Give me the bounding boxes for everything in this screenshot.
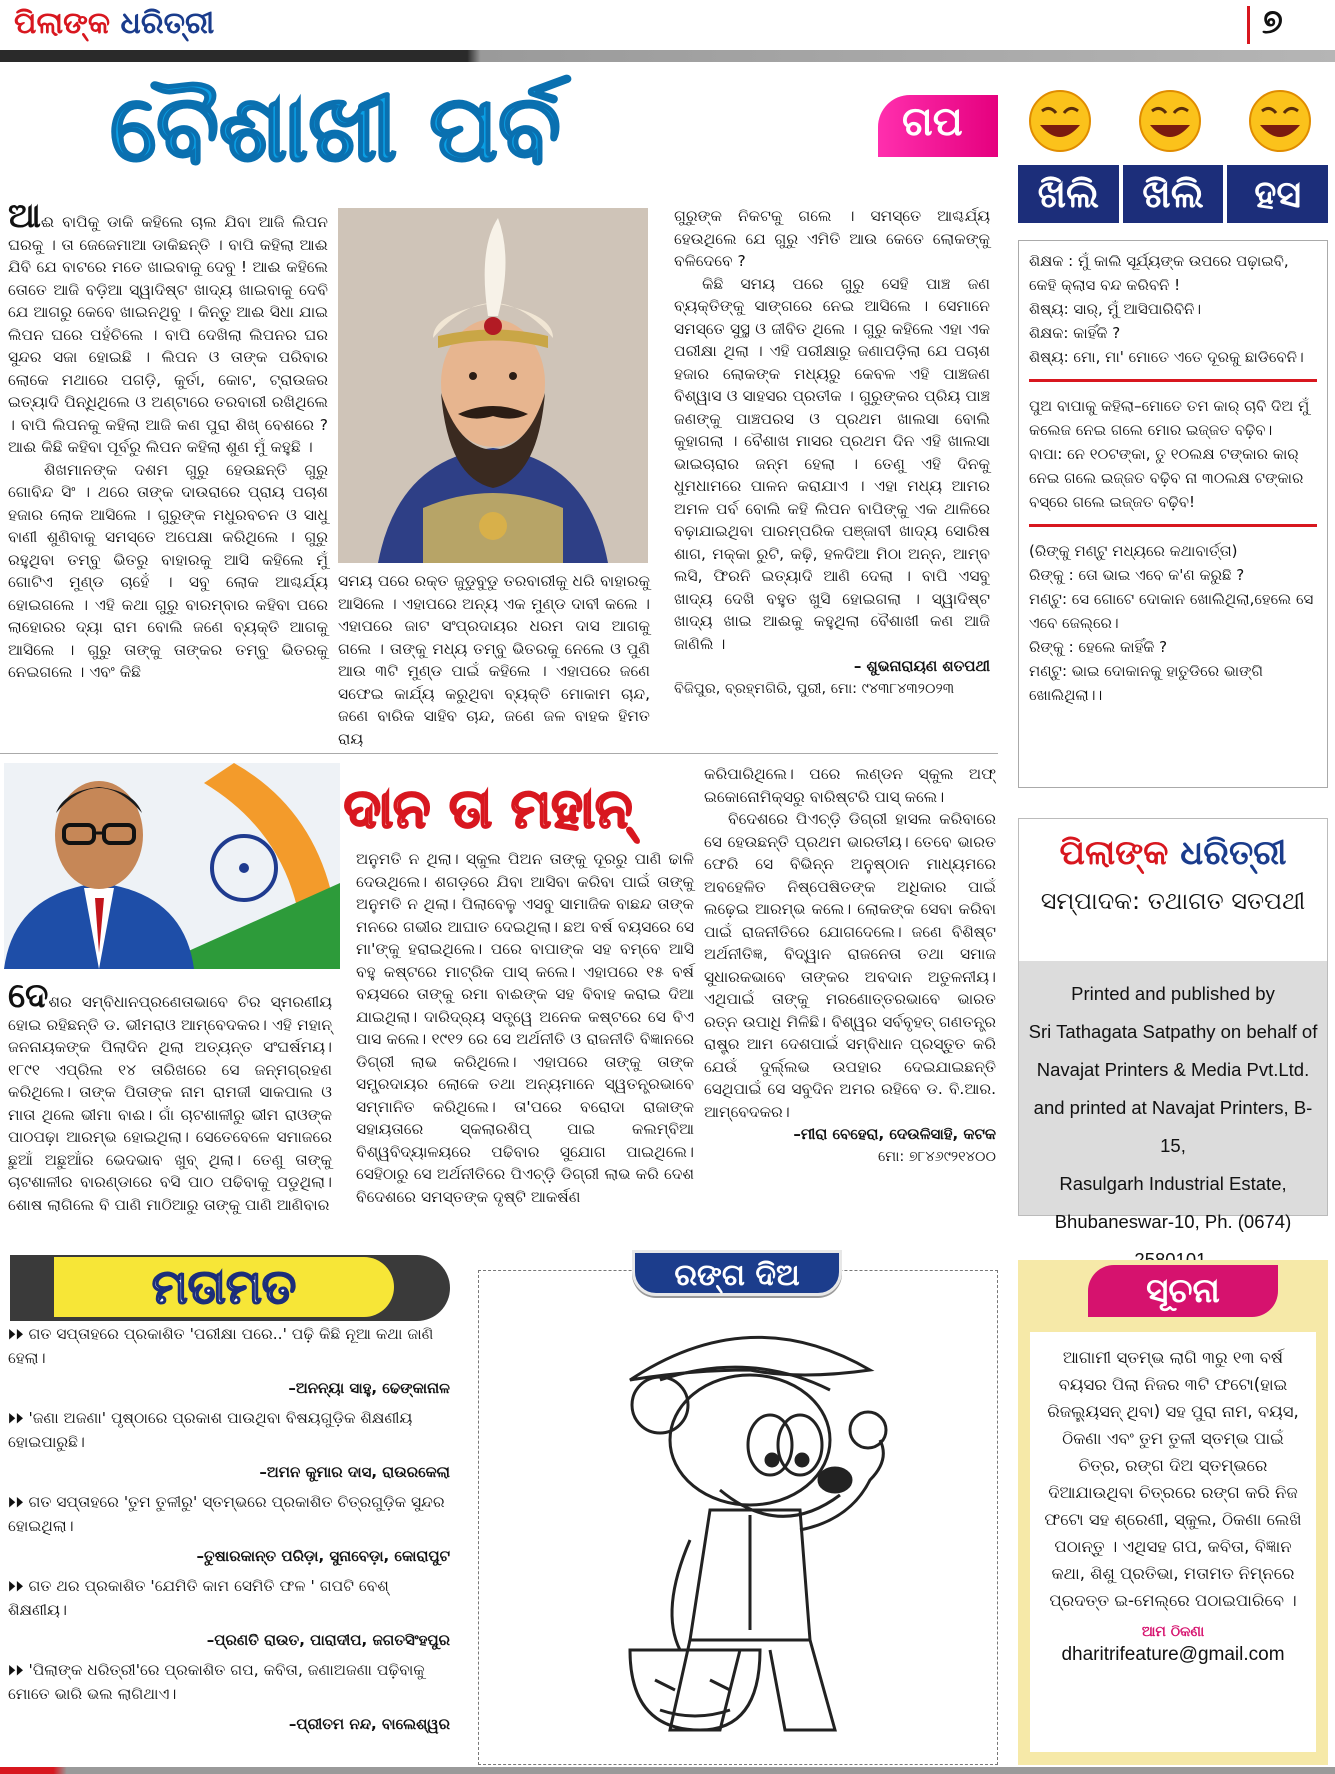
- story1-author: – ଶୁଭନାରାୟଣ ଶତପଥୀ: [853, 657, 990, 675]
- story2-title: ଦାନ ତା ମହାନ୍: [343, 777, 633, 840]
- imprint-panel: Printed and published by Sri Tathagata Satpathy on behalf of Navajat Printers & Media Pvt.Ltd. and printed at Navajat Printers, B-15, Rasulgarh Industrial Estate, Bhubaneswar-10, Ph. (0674): [1019, 961, 1327, 1215]
- letters-list: [8, 1322, 450, 1742]
- mickey-line-art: [600, 1310, 900, 1750]
- badge-text: ଗପ: [902, 99, 963, 145]
- arrow-icon: ⏵⏵: [8, 1661, 29, 1679]
- address-label: ଆମ ଠିକଣା: [1141, 1624, 1205, 1640]
- joke-divider: [1029, 524, 1317, 527]
- contact-email[interactable]: dharitrifeature@gmail.com: [1061, 1644, 1285, 1665]
- notice-body: ଆଗାମୀ ସ୍ତମ୍ଭ ଲାଗି ୩ରୁ ୧୩ ବର୍ଷ ବୟସର ପିଲା ନିଜର ୩ଟି ଫଟୋ(ହାଇ ରିଜଲ୍ୟୁସନ୍ ଥିବା) ସହ ପୁରା ନାମ, ବୟସ, ଠିକଣା ଏବଂ ତୁମ ତୁଳୀ ସ୍ତମ୍ଭ ପାଇଁ ଚିତ୍ର, ରଙ୍ଗ ଦିଅ ସ୍ତମ୍ଭରେ ଦିଆଯାଉଥିବା ଚିତ୍ରରେ ରଙ୍ଗ କରି ନିଜ ଫଟୋ ସହ ଶ୍ରେଣୀ, ସ୍କୁଲ, ଠିକଣା ଲେଖି ପଠାନ୍ତୁ । ଏଥିସହ ଗପ, କବିତା, ବିଜ୍ଞାନ କଥା, ଶିଶୁ ପ୍ରତିଭା, ମତାମତ ନିମ୍ନରେ ପ୍ରଦତ୍ତ ଇ-ମେଲ୍‌ରେ ପଠାଇପାରିବେ ।: [1044, 1348, 1302, 1610]
- arrow-icon: ⏵⏵: [8, 1409, 29, 1427]
- story2-paragraph1: ଦେଶର ସମ୍ବିଧାନପ୍ରଣେତାଭାବେ ଚିର ସ୍ମରଣୀୟ ହୋଇ ରହିଛନ୍ତି ଡ. ଭୀମରାଓ ଆମ୍ବେଦକର। ଏହି ମହାନ୍ ଜନନାୟକଙ୍କ ପିଲାଦିନ ଥିଲା ଅତ୍ୟନ୍ତ ସଂଘର୍ଷମୟ। ୧୮୯୧ ଏପ୍ରିଲ ୧୪ ତାରିଖରେ ସେ ଜନ୍ମଗ୍ରହଣ କରିଥିଲେ। ତାଙ୍କ ପିତାଙ୍କ ନାମ ରାମଜୀ ସାକପାଲ ଓ ମାତା ଥିଲେ ଭୀମା ବାଈ। ଗାଁ ଚାଟଶାଳୀରୁ ଭୀମ ରାଓଙ୍କ ପାଠପଢ଼ା ଆରମ୍ଭ ହୋଇଥିଲା। ସେତେବେଳେ ସମାଜରେ ଛୁଆଁ ଅଛୁଆଁର ଭେଦଭାବ ଖୁବ୍ ଥିଲା। ତେଣୁ ତାଙ୍କୁ ଚାଟଶାଳୀର ବାରଣ୍ଡାରେ ବସି ପାଠ ପଢିବାକୁ ପଡୁଥିଲା। ଶୋଷ ଲାଗିଲେ ବି ପାଣି ମାଠିଆରୁ ତାଙ୍କୁ ପାଣି ଆଣିବାର: [8, 976, 332, 1214]
- story2-phone: ମୋ: ୭୮୪୬୯୨୧୪୦୦: [877, 1148, 996, 1165]
- story2-col1: [8, 976, 332, 1216]
- story1-paragraph3: ଗୁରୁଙ୍କ ନିକଟକୁ ଗଲେ । ସମସ୍ତେ ଆଶ୍ଚର୍ଯ୍ୟ ହେଉଥିଲେ ଯେ ଗୁରୁ ଏମିତି ଆଉ କେତେ ଲୋକଙ୍କୁ ବଳିଦେବେ ?: [674, 207, 990, 270]
- logo-part1: ପିଲାଙ୍କ: [14, 6, 111, 41]
- joke-1: ଶିକ୍ଷକ : ମୁଁ କାଲି ସୂର୍ଯ୍ୟଙ୍କ ଉପରେ ପଢ଼ାଇବି, କେହି କ୍ଲାସ ବନ୍ଦ କରିବନି ! ଶିଷ୍ୟ: ସାର୍, ମୁଁ ଆସିପାରିବିନି। ଶିକ୍ଷକ: କାହିଁକି ? ଶିଷ୍ୟ: ମୋ, ମା' ମୋତେ ଏତେ ଦୂରକୁ ଛାଡିବେନି।: [1029, 252, 1304, 366]
- jokes-box: [1018, 240, 1328, 788]
- story1-col3: [674, 205, 990, 700]
- jokes-title: [1018, 165, 1328, 223]
- jokes-title-word2: ଖିଲି: [1123, 165, 1224, 223]
- drop-cap: ଦେ: [8, 976, 49, 1016]
- notice-panel: [1030, 1332, 1316, 1752]
- story2-author: –ମୀରା ବେହେରା, ଦେଉଳିସାହି, କଟକ: [793, 1125, 996, 1143]
- arrow-icon: ⏵⏵: [8, 1325, 29, 1343]
- drop-cap: ଆ: [8, 196, 41, 236]
- letters-title: ମତାମତ: [54, 1257, 394, 1317]
- joke-2: ପୁଅ ବାପାକୁ କହିଲା–ମୋତେ ତମ କାର୍ ଚାବି ଦିଅ ମୁଁ କଲେଜ ନେଇ ଗଲେ ମୋର ଇଜ୍ଜତ ବଢ଼ିବ। ବାପା: ନେ ୧୦ଟଙ୍କା, ତୁ ୧୦ଲକ୍ଷ ଟଙ୍କାର କାର୍ ନେଇ ଗଲେ ଇଜ୍ଜତ ବଢ଼ିବ ନା ୩୦ଲକ୍ଷ ଟଙ୍କାର ବସ୍‌ରେ ଗଲେ ଇଜ୍ଜତ ବଢ଼ିବ!: [1029, 397, 1310, 511]
- story2-col3: [704, 763, 996, 1168]
- story-badge: [878, 95, 998, 157]
- guru-portrait: [338, 208, 648, 563]
- story1-col1: [8, 196, 328, 684]
- letters-header: [10, 1255, 450, 1321]
- arrow-icon: ⏵⏵: [8, 1493, 29, 1511]
- letter-item: ⏵⏵ ଗତ ସପ୍ତାହରେ 'ତୁମ ତୁଳୀରୁ' ସ୍ତମ୍ଭରେ ପ୍ରକାଶିତ ଚିତ୍ରଗୁଡ଼ିକ ସୁନ୍ଦର ହୋଇଥିଲା। –ତୁଷାରକାନ୍ତ ପରିଡ଼ା, ସୁନାବେଡ଼ା, କୋରାପୁଟ: [8, 1493, 450, 1565]
- logo-part2: ଧରିତ୍ରୀ: [120, 6, 215, 41]
- story2-col2: ଅନୁମତି ନ ଥିଲା। ସ୍କୁଲ ପିଅନ ତାଙ୍କୁ ଦୂରରୁ ପାଣି ଢାଳି ଦେଉଥିଲେ। ଶଗଡ଼ରେ ଯିବା ଆସିବା କରିବା ପାଇଁ ତାଙ୍କୁ ଅନୁମତି ନ ଥିଲା। ପିଲାବେଳୁ ଏସବୁ ସାମାଜିକ ବାଛନ୍ଦ ତାଙ୍କ ମନରେ ଗଭୀର ଆଘାତ ଦେଇଥିଲା। ଛଅ ବର୍ଷ ବୟସରେ ସେ ମା'ଙ୍କୁ ହରାଇଥିଲେ। ପରେ ବାପାଙ୍କ ସହ ବମ୍ବେ ଆସି ବହୁ କଷ୍ଟରେ ମାଟ୍ରିକ ପାସ୍ କଲେ। ଏହାପରେ ୧୫ ବର୍ଷ ବୟସରେ ତାଙ୍କୁ ରମା ବାଈଙ୍କ ସହ ବିବାହ କରାଇ ଦିଆ ଯାଇଥିଲା। ଦାରିଦ୍ର୍ୟ ସତ୍ତ୍ୱେ ଅନେକ କଷ୍ଟରେ ସେ ବିଏ ପାସ କଲେ। ୧୯୧୨ ରେ ସେ ଅର୍ଥନୀତି ଓ ରାଜନୀତି ବିଜ୍ଞାନରେ ଡିଗ୍ରୀ ଲାଭ କରିଥିଲେ। ଏହାପରେ ତାଙ୍କୁ ତାଙ୍କ ସମ୍ପ୍ରଦାୟର ଲୋକେ ତଥା ଅନ୍ୟମାନେ ସ୍ୱତନ୍ତ୍ରଭାବେ ସମ୍ମାନିତ କରିଥିଲେ। ତା'ପରେ ବରୋଦା ରାଜାଙ୍କ ସହାୟତାରେ ସ୍କଲାରଶିପ୍ ପାଇ କଲମ୍ବିଆ ବିଶ୍ୱବିଦ୍ୟାଳୟରେ ପଢିବାର ସୁଯୋଗ ପାଇଥିଲେ। ସେହିଠାରୁ ସେ ଅର୍ଥନୀତିରେ ପିଏଚ୍‌ଡ଼ି ଡିଗ୍ରୀ ଲାଭ କରି ଦେଶ ବିଦେଶରେ ସମସ୍ତଙ୍କ ଦୃଷ୍ଟି ଆକର୍ଷଣ: [356, 850, 694, 1206]
- masthead-bar: [0, 50, 1335, 62]
- story1-address: ବିଜିପୁର, ବ୍ରହ୍ମଗିରି, ପୁରୀ, ମୋ: ୯୪୩୮୪୩୨୦୨୩: [674, 680, 955, 697]
- footer-bar: [0, 1767, 1335, 1774]
- joke-3: (ରିଙ୍କୁ ମଣ୍ଟୁ ମଧ୍ୟରେ କଥାବାର୍ତ୍ତା) ରିଙ୍କୁ : ତୋ ଭାଇ ଏବେ କ'ଣ କରୁଛି ? ମଣ୍ଟୁ: ସେ ଗୋଟେ ଦୋକାନ ଖୋଲିଥିଲା,ହେଲେ ସେ ଏବେ ଜେଲ୍‌ରେ। ରିଙ୍କୁ : ହେଲେ କାହିଁକି ? ମଣ୍ଟୁ: ଭାଇ ଦୋକାନକୁ ହାତୁଡିରେ ଭାଙ୍ଗି ଖୋଲିଥିଲା।।: [1029, 542, 1314, 704]
- letter-item: ⏵⏵ 'ପିଲାଙ୍କ ଧରିତ୍ରୀ'ରେ ପ୍ରକାଶିତ ଗପ, କବିତା, ଜଣାଅଜଣା ପଢ଼ିବାକୁ ମୋତେ ଭାରି ଭଲ ଲାଗିଥାଏ। –ପ୍ରୀତମ ନନ୍ଦ, ବାଲେଶ୍ୱର: [8, 1661, 450, 1733]
- joke-divider: [1029, 379, 1317, 382]
- story2-paragraph3: କରିପାରିଥିଲେ। ପରେ ଲଣ୍ଡନ ସ୍କୁଲ ଅଫ୍ ଇକୋନୋମିକ୍ସରୁ ବାରିଷ୍ଟରି ପାସ୍ କଲେ।: [704, 765, 996, 806]
- page-number-divider: [1247, 6, 1250, 44]
- jokes-title-word1: ଖିଲି: [1018, 165, 1119, 223]
- editor-logo: ପିଲାଙ୍କ ଧରିତ୍ରୀ: [1059, 833, 1287, 873]
- letter-item: ⏵⏵ ଗତ ସପ୍ତାହରେ ପ୍ରକାଶିତ 'ପରୀକ୍ଷା ପରେ..' ପଢ଼ି କିଛି ନୂଆ କଥା ଜାଣି ହେଲା। –ଅନନ୍ୟା ସାହୁ, ଢେଙ୍କାନାଳ: [8, 1325, 450, 1397]
- arrow-icon: ⏵⏵: [8, 1577, 29, 1595]
- letter-item: ⏵⏵ 'ଜଣା ଅଜଣା' ପୃଷ୍ଠାରେ ପ୍ରକାଶ ପାଉଥିବା ବିଷୟଗୁଡ଼ିକ ଶିକ୍ଷଣୀୟ ହୋଇପାରୁଛି। –ଅମନ କୁମାର ଦାସ, ରାଉରକେଲା: [8, 1409, 450, 1481]
- masthead: [0, 0, 1335, 62]
- story1-paragraph1: ଆଈ ବାପିକୁ ଡାକି କହିଲେ ଚାଲ ଯିବା ଆଜି ଲିପନ ଘରକୁ । ତା ଜେଜେମାଆ ଡାକିଛନ୍ତି । ବାପି କହିଲା ଆଈ ଯିବି ଯେ ବାଟରେ ମତେ ଖାଇବାକୁ ଦେବୁ ! ଆଈ କହିଲେ ତୋତେ ଆଜି ବଡ଼ିଆ ସ୍ୱାଦିଷ୍ଟ ଖାଦ୍ୟ ଖାଇବାକୁ ଦେବି ଯେ ଆଗରୁ କେବେ ଖାଇନଥିବୁ । କିନ୍ତୁ ଆଈ ସିଧା ଯାଇ ଲିପନ ଘରେ ପହଁଚିଲେ । ବାପି ଦେଖିଲା ଲିପନର ଘର ସୁନ୍ଦର ସଜା ହୋଇଛି । ଲିପନ ଓ ତାଙ୍କ ପରିବାର ଲୋକେ ମଥାରେ ପଗଡ଼ି, କୁର୍ତା, କୋଟ, ଟ୍ରାଉଜର ଇତ୍ୟାଦି ପିନ୍ଧିଥିଲେ ଓ ଅଣ୍ଟାରେ ତରବାରୀ ରଖିଥିଲେ । ବାପି ଲିପନକୁ କହିଲା ଆଜି କଣ ପୁରା ଶିଖ୍ ବେଶରେ ? ଆଈ କିଛି କହିବା ପୂର୍ବରୁ ଲିପନ କହିଲା ଶୁଣ ମୁଁ କହୁଛି ।: [8, 196, 328, 456]
- story1-bottom-rule: [0, 753, 998, 754]
- story1-col2: ସମୟ ପରେ ରକ୍ତ ଜୁଡୁବୁଡୁ ତରବାରୀକୁ ଧରି ବାହାରକୁ ଆସିଲେ । ଏହାପରେ ଅନ୍ୟ ଏକ ମୁଣ୍ଡ ଦାବୀ କଲେ । ଏହାପରେ ଜାଟ ସଂପ୍ରଦାୟର ଧରମ ଦାସ ଆଗକୁ ଗଲେ । ତାଙ୍କୁ ମଧ୍ୟ ତମ୍ବୁ ଭିତରକୁ ନେଲେ ଓ ପୁଣି ଆଉ ୩ଟି ମୁଣ୍ଡ ପାଇଁ କହିଲେ । ଏହାପରେ ଜଣେ ସଫେଇ କାର୍ଯ୍ୟ କରୁଥିବା ବ୍ୟକ୍ତି ମୋକାମ ଚାନ୍ଦ, ଜଣେ ବାରିକ ସାହିବ ଚାନ୍ଦ, ଜଣେ ଜଳ ବାହକ ହିମତ ରାୟ: [338, 572, 650, 748]
- story2-paragraph4: ବିଦେଶରେ ପିଏଚ୍‌ଡ଼ି ଡିଗ୍ରୀ ହାସଲ କରିବାରେ ସେ ହେଉଛନ୍ତି ପ୍ରଥମ ଭାରତୀୟ। ତେବେ ଭାରତ ଫେରି ସେ ବିଭିନ୍ନ ଅନୁଷ୍ଠାନ ମାଧ୍ୟମରେ ଅବହେଳିତ ନିଷ୍ପେଷିତଙ୍କ ଅଧିକାର ପାଇଁ ଲଢ଼େଇ ଆରମ୍ଭ କଲେ। ଲୋକଙ୍କ ସେବା କରିବା ପାଇଁ ରାଜନୀତିରେ ଯୋଗଦେଲେ। ଜଣେ ବିଶିଷ୍ଟ ଅର୍ଥନୀତିଜ୍ଞ, ବିଦ୍ୱାନ ରାଜନେତା ତଥା ସମାଜ ସୁଧାରକଭାବେ ତାଙ୍କର ଅବଦାନ ଅତୁଳନୀୟ। ଏଥିପାଇଁ ତାଙ୍କୁ ମରଣୋତ୍ତରଭାବେ ଭାରତ ରତ୍ନ ଉପାଧି ମିଳିଛି। ବିଶ୍ୱର ସର୍ବବୃହତ୍ ଗଣତନ୍ତ୍ର ରାଷ୍ଟ୍ର ଆମ ଦେଶପାଇଁ ସମ୍ବିଧାନ ପ୍ରସ୍ତୁତ କରି ଯେଉଁ ଦୁର୍ଲ୍ଲଭ ଉପହାର ଦେଇଯାଇଛନ୍ତି ସେଥିପାଇଁ ସେ ସବୁଦିନ ଅମର ରହିବେ ଡ. ବି.ଆର. ଆମ୍ବେଦକର।: [704, 810, 996, 1121]
- masthead-logo[interactable]: [14, 4, 214, 44]
- story1-paragraph4: କିଛି ସମୟ ପରେ ଗୁରୁ ସେହି ପାଞ୍ଚ ଜଣ ବ୍ୟକ୍ତିଙ୍କୁ ସାଙ୍ଗରେ ନେଇ ଆସିଲେ । ସେମାନେ ସମସ୍ତେ ସୁସ୍ଥ ଓ ଜୀବିତ ଥିଲେ । ଗୁରୁ କହିଲେ ଏହା ଏକ ପରୀକ୍ଷା ଥିଲା । ଏହି ପରୀକ୍ଷାରୁ ଜଣାପଡ଼ିଲା ଯେ ପଚାଶ ହଜାର ଲୋକଙ୍କ ମଧ୍ୟରୁ କେବଳ ଏହି ପାଞ୍ଚଜଣ ବିଶ୍ୱାସ ଓ ସାହସର ପ୍ରତୀକ । ଗୁରୁଙ୍କର ପ୍ରିୟ ପାଞ୍ଚ ଜଣଙ୍କୁ ପାଞ୍ଚପରସ ଓ ପ୍ରଥମ ଖାଲସା ବୋଲି କୁହାଗଲା । ବୈଶାଖ ମାସର ପ୍ରଥମ ଦିନ ଏହି ଖାଲସା ଭାଇଚାରାର ଜନ୍ମ ହେଲା । ତେଣୁ ଏହି ଦିନକୁ ଧୁମଧାମରେ ପାଳନ କରାଯାଏ । ଏହା ମଧ୍ୟ ଆମର ଅମଳ ପର୍ବ ବୋଲି କହି ଲିପନ ବାପିଙ୍କୁ ଏକ ଥାଳିରେ ବଢ଼ାଯାଇଥିବା ପାରମ୍ପରିକ ପଞ୍ଜାବୀ ଖାଦ୍ୟ ସୋରିଷ ଶାଗ, ମକ୍କା ରୁଟି, କଢ଼ି, ହଳଦିଆ ମିଠା ଅନ୍ନ, ଆମ୍ବ ଲସି, ଫିରନି ଇତ୍ୟାଦି ଆଣି ଦେଲା । ବାପି ଏସବୁ ଖାଦ୍ୟ ଦେଖି ବହୁତ ଖୁସି ହୋଇଗଲା । ସ୍ୱାଦିଷ୍ଟ ଖାଦ୍ୟ ଖାଇ ଆଈକୁ କହୁଥିଲା ବୈଶାଖୀ କଣ ଆଜି ଜାଣିଲି ।: [674, 274, 990, 653]
- letter-item: ⏵⏵ ଗତ ଥର ପ୍ରକାଶିତ 'ଯେମିତି କାମ ସେମିତି ଫଳ ' ଗପଟି ବେଶ୍ ଶିକ୍ଷଣୀୟ। –ପ୍ରଣତି ରାଉତ, ପାରାଦୀପ, ଜଗତସିଂହପୁର: [8, 1577, 450, 1649]
- story1-paragraph2: ଶିଖମାନଙ୍କ ଦଶମ ଗୁରୁ ହେଉଛନ୍ତି ଗୁରୁ ଗୋବିନ୍ଦ ସିଂ । ଥରେ ତାଙ୍କ ଦାଉରାରେ ପ୍ରାୟ ପଚାଶ ହଜାର ଲୋକ ଆସିଲେ । ଗୁରୁଙ୍କ ମଧୁରବଚନ ଓ ସାଧୁ ବାଣୀ ଶୁଣିବାକୁ ସମସ୍ତେ ଅପେକ୍ଷା କରିଥିଲେ । ଗୁରୁ ରହୁଥିବା ତମ୍ବୁ ଭିତରୁ ବାହାରକୁ ଆସି କହିଲେ ମୁଁ ଗୋଟିଏ ମୁଣ୍ଡ ଚାହେଁ । ସବୁ ଲୋକ ଆଶ୍ଚର୍ଯ୍ୟ ହୋଇଗଲେ । ଏହି କଥା ଗୁରୁ ବାରମ୍ବାର କହିବା ପରେ ଲାହୋରର ଦ୍ୟା ରାମ ବୋଲି ଜଣେ ବ୍ୟକ୍ତି ଆଗକୁ ଆସିଲେ । ଗୁରୁ ତାଙ୍କୁ ତାଙ୍କର ତମ୍ବୁ ଭିତରକୁ ନେଇଗଲେ । ଏବଂ କିଛି: [8, 460, 328, 681]
- jokes-title-word3: ହସ: [1227, 165, 1328, 223]
- editor-name: ସମ୍ପାଦକ: ତଥାଗତ ସତପଥୀ: [1040, 887, 1306, 915]
- laughing-emoji-icon: [1010, 85, 1330, 155]
- coloring-title: ରଙ୍ଗ ଦିଅ: [632, 1250, 842, 1296]
- notice-box: [1018, 1260, 1328, 1765]
- page-number: ୭: [1262, 2, 1283, 42]
- notice-title: ସୂଚନା: [1088, 1265, 1278, 1317]
- story1-title: ବୈଶାଖୀ ପର୍ବ: [110, 75, 561, 182]
- editor-box: [1018, 818, 1328, 1232]
